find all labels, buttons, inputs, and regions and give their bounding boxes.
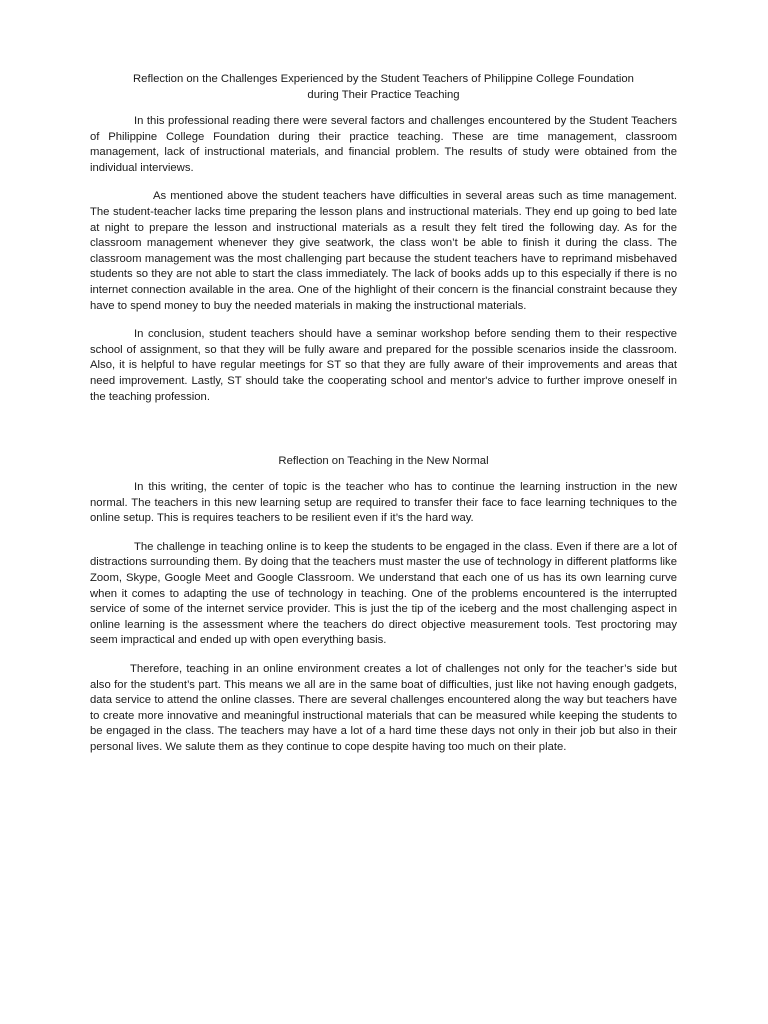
- paragraph: The challenge in teaching online is to keep the students to be engaged in the class. Even if there are a lot of distractions surrounding them. By doing that the teachers must master the use of technology in different platforms like Zoom, Skype, Google Meet and Google Classroom. We understand that each one of us has its own learning curve when it comes to adapting the use of technology in teaching. One of the problems encountered is the interrupted service of some of the internet service provider. This is just the tip of the iceberg and the most challenging aspect in online learning is the assessment where the teachers do direct objective measurement tools. Test proctoring may seem impractical and ended up with open everything basis.: [90, 540, 677, 647]
- section-title: [90, 71, 677, 103]
- title-line-2: during Their Practice Teaching: [307, 89, 460, 101]
- reflection-new-normal-section: [90, 453, 677, 756]
- paragraph: In conclusion, student teachers should have a seminar workshop before sending them to their respective school of assignment, so that they will be fully aware and prepared for the possible scenarios inside the classroom. Also, it is helpful to have regular meetings for ST so that they are fully aware of their improvements and areas that need improvement. Lastly, ST should take the cooperating school and mentor's advice to further improve oneself in the teaching profession.: [90, 328, 677, 403]
- paragraph: In this professional reading there were several factors and challenges encountered by the Student Teachers of Philippine College Foundation during their practice teaching. These are time management, classroom management, lack of instructional materials, and financial problem. The results of study were obtained from the individual interviews.: [90, 115, 677, 174]
- paragraph: Therefore, teaching in an online environment creates a lot of challenges not only for the teacher’s side but also for the student’s part. This means we all are in the same boat of difficulties, just like not having enough gadgets, data service to attend the online classes. There are several challenges encountered along the way but teachers have to create more innovative and meaningful instructional materials that can be measured while keeping the students to be engaged in the class. The teachers may have a lot of a hard time these days not only in their job but also in their personal lives. We salute them as they continue to cope despite having too much on their plate.: [90, 662, 677, 753]
- section-title: Reflection on Teaching in the New Normal: [278, 455, 489, 467]
- paragraph: As mentioned above the student teachers have difficulties in several areas such as time management. The student-teacher lacks time preparing the lesson plans and instructional materials. They end up going to bed late at night to prepare the lesson and instructional materials as a result they felt tired the following day. As for the classroom management whenever they give seatwork, the class won’t be able to finish it during the class. The classroom management was the most challenging part because the student teachers have to reprimand misbehaved students so they are not able to start the class immediately. The lack of books adds up to this especially if there is no internet connection available in the area. One of the highlight of their concern is the financial constraint because they have to spend money to buy the needed materials in making the instructional materials.: [90, 190, 677, 312]
- title-line-1: Reflection on the Challenges Experienced by the Student Teachers of Philippine College Foundation: [133, 73, 634, 85]
- paragraph: In this writing, the center of topic is the teacher who has to continue the learning instruction in the new normal. The teachers in this new learning setup are required to transfer their face to face learning techniques to the online setup. This is requires teachers to be resilient even if it’s the hard way.: [90, 481, 677, 525]
- reflection-challenges-section: [90, 71, 677, 405]
